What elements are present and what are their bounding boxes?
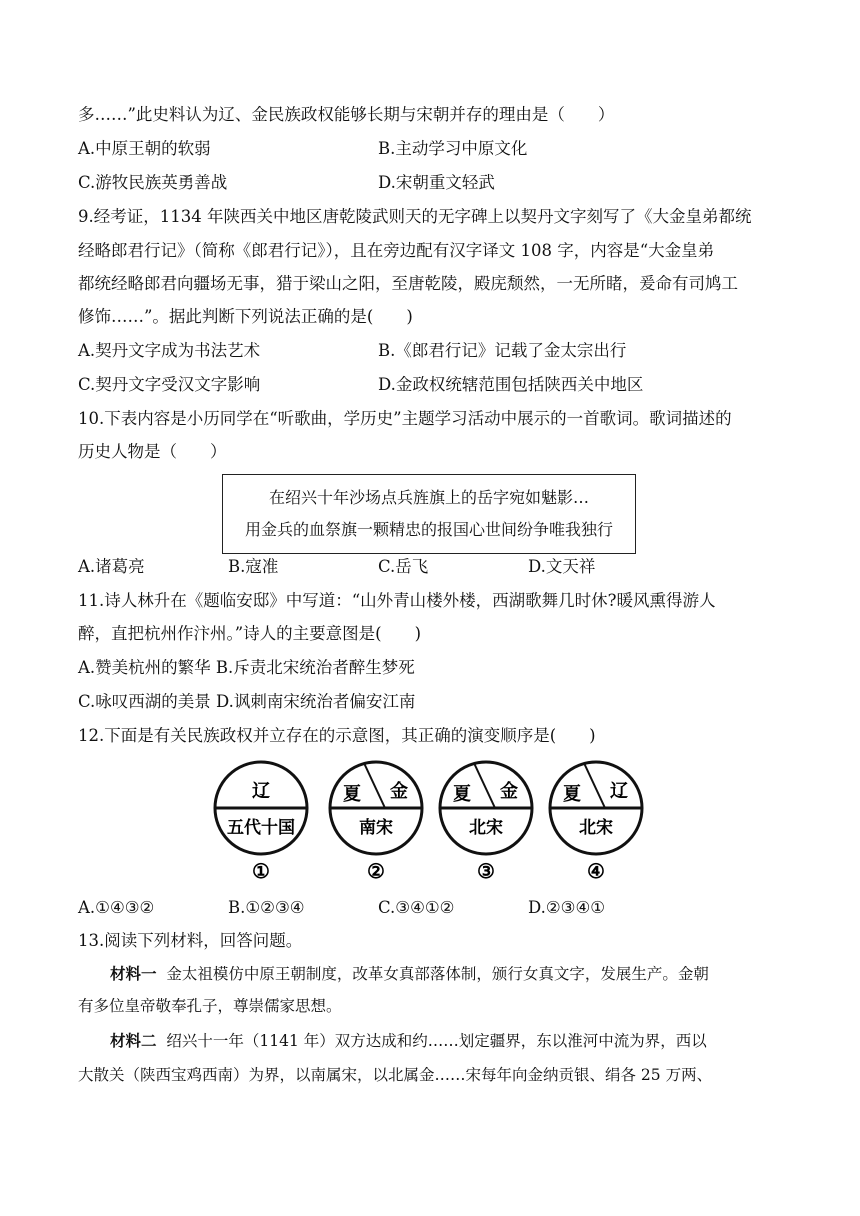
circle-3-number: ③ [477, 859, 495, 883]
material-1-text1: 金太祖模仿中原王朝制度，改革女真部落体制，颁行女真文字，发展生产。金朝 [166, 965, 709, 983]
q8-option-d: D.宋朝重文轻武 [378, 173, 495, 192]
circle-1-top-label-1: 辽 [252, 781, 270, 802]
q11-stem-line1: 11.诗人林升在《题临安邸》中写道：“山外青山楼外楼，西湖歌舞几时休?暖风熏得游人 [78, 591, 716, 610]
circle-4-top-label-2: 辽 [610, 781, 628, 802]
lyrics-line1: 在绍兴十年沙场点兵旌旗上的岳字宛如魅影… [268, 488, 589, 507]
material-2-label: 材料二 [110, 1031, 157, 1050]
circle-2 [330, 762, 422, 883]
circle-4 [550, 762, 642, 883]
q9-option-d: D.金政权统辖范围包括陕西关中地区 [378, 375, 644, 394]
circle-4-number: ④ [587, 859, 605, 883]
material-2-text1: 绍兴十一年（1141 年）双方达成和约……划定疆界，东以淮河中流为界，西以 [166, 1032, 707, 1050]
lyrics-line2: 用金兵的血祭旗一颗精忠的报国心世间纷争唯我独行 [244, 520, 613, 539]
q10-stem-line1: 10.下表内容是小历同学在“听歌曲，学历史”主题学习活动中展示的一首歌词。歌词描述的 [78, 409, 732, 428]
circle-2-bottom-label: 南宋 [359, 818, 393, 838]
circle-4-top-label-1: 夏 [563, 784, 581, 805]
circle-1 [215, 762, 307, 883]
circle-3-bottom-label: 北宋 [469, 818, 503, 838]
circle-1-bottom-label: 五代十国 [227, 818, 295, 838]
material-2-line1 [110, 1030, 707, 1052]
circle-3 [440, 762, 532, 883]
q10-option-d: D.文天祥 [528, 557, 596, 576]
q9-stem-line4: 修饰……”。据此判断下列说法正确的是( ) [78, 307, 413, 326]
q10-option-b: B.寇准 [228, 557, 279, 576]
circle-2-number: ② [367, 859, 385, 883]
q10-option-a: A.诸葛亮 [78, 557, 145, 576]
q9-stem-line3: 都统经略郎君向疆场无事，猎于梁山之阳，至唐乾陵，殿庑颓然，一无所睹，爰命有司鸠工 [78, 274, 738, 293]
q11-options-ab: A.赞美杭州的繁华 B.斥责北宋统治者醉生梦死 [78, 658, 415, 677]
q12-option-a: A.①④③② [78, 898, 155, 917]
q8-option-a: A.中原王朝的软弱 [78, 139, 211, 158]
circle-3-top-label-2: 金 [500, 781, 518, 802]
q9-option-b: B.《郎君行记》记载了金太宗出行 [378, 341, 627, 360]
q8-option-b: B.主动学习中原文化 [378, 139, 528, 158]
q9-stem-line2: 经略郎君行记》（简称《郎君行记》），且在旁边配有汉字译文 108 字，内容是“大金皇弟 [78, 241, 715, 260]
q9-option-c: C.契丹文字受汉文字影响 [78, 375, 261, 394]
circle-2-top-label-1: 夏 [343, 784, 361, 805]
q9-stem-line1: 9.经考证，1134 年陕西关中地区唐乾陵武则天的无字碑上以契丹文字刻写了《大金皇弟都统 [78, 207, 752, 226]
circle-4-bottom-label: 北宋 [579, 818, 613, 838]
circle-3-top-label-1: 夏 [453, 784, 471, 805]
material-2-line2: 大散关（陕西宝鸡西南）为界，以南属宋，以北属金……宋每年向金纳贡银、绢各 25 万两、 [78, 1066, 713, 1084]
q10-option-c: C.岳飞 [378, 557, 429, 576]
q8-option-c: C.游牧民族英勇善战 [78, 173, 228, 192]
material-1-line2: 有多位皇帝敬奉孔子，尊崇儒家思想。 [78, 997, 342, 1015]
material-1-label: 材料一 [110, 964, 157, 983]
q9-option-a: A.契丹文字成为书法艺术 [78, 341, 261, 360]
q12-option-b: B.①②③④ [228, 898, 305, 917]
q11-stem-line2: 醉，直把杭州作汴州。”诗人的主要意图是( ) [78, 624, 422, 643]
q13-stem: 13.阅读下列材料，回答问题。 [78, 931, 303, 950]
q11-options-cd: C.咏叹西湖的美景 D.讽刺南宋统治者偏安江南 [78, 692, 416, 711]
q12-stem: 12.下面是有关民族政权并立存在的示意图，其正确的演变顺序是( ) [78, 726, 596, 745]
q10-stem-line2: 历史人物是（ ） [78, 442, 227, 461]
q12-option-c: C.③④①② [378, 898, 455, 917]
q12-option-d: D.②③④① [528, 898, 606, 917]
q8-stem-tail: 多……”此史料认为辽、金民族政权能够长期与宋朝并存的理由是（ ） [78, 105, 615, 124]
circle-2-top-label-2: 金 [390, 781, 408, 802]
material-1-line1 [110, 963, 709, 985]
circle-1-number: ① [252, 859, 270, 883]
